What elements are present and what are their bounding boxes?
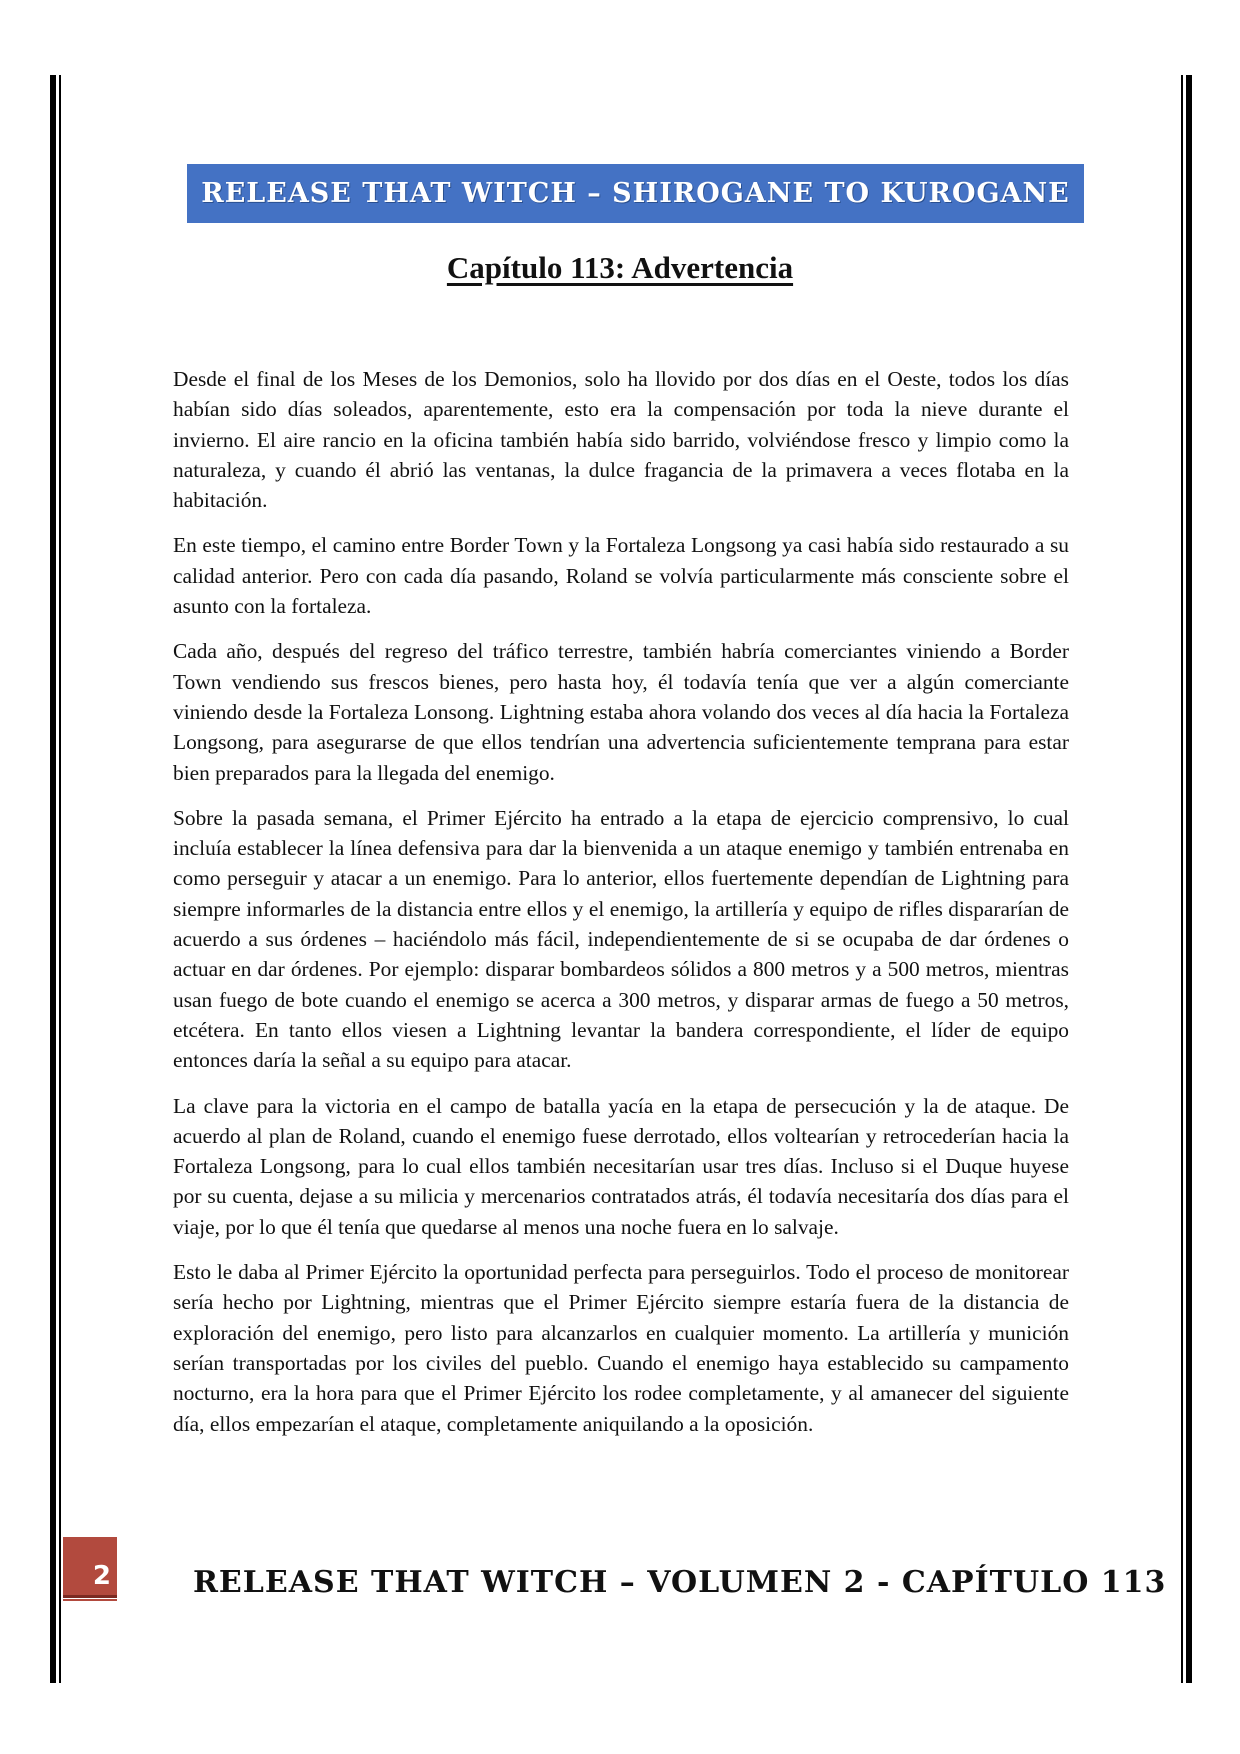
chapter-title: Capítulo 113: Advertencia xyxy=(446,250,794,285)
header-banner-title: RELEASE THAT WITCH – SHIROGANE TO KUROGANE xyxy=(201,178,1070,209)
chapter-body xyxy=(173,364,1069,1454)
paragraph: La clave para la victoria en el campo de batalla yacía en la etapa de persecución y la de ataque. De acuerdo al plan de Roland, cuando el enemigo fuese derrotado, ellos voltearían y retrocederían hacia la Fortaleza Longsong, para lo cual ellos también necesitarían usar tres días. Incluso si el Duque huyese por su cuenta, dejase a su milicia y mercenarios contratados atrás, él todavía necesitaría dos días para el viaje, por lo que él tenía que quedarse al menos una noche fuera en lo salvaje. xyxy=(173,1093,1069,1239)
page-number-rule xyxy=(63,1599,117,1601)
page-number-box xyxy=(63,1537,117,1598)
footer-title: RELEASE THAT WITCH – VOLUMEN 2 - CAPÍTULO 113 xyxy=(193,1565,1167,1600)
paragraph: Sobre la pasada semana, el Primer Ejército ha entrado a la etapa de ejercicio comprensivo, lo cual incluía establecer la línea defensiva para dar la bienvenida a un ataque enemigo y también entrenaba en como perseguir y atacar a un enemigo. Para lo anterior, ellos fuertemente dependían de Lightning para siempre informarles de la distancia entre ellos y el enemigo, la artillería y equipo de rifles dispararían de acuerdo a sus órdenes – haciéndolo más fácil, independientemente de si se ocupaba de dar órdenes o actuar en dar órdenes. Por ejemplo: disparar bombardeos sólidos a 800 metros y a 500 metros, mientras usan fuego de bote cuando el enemigo se acerca a 300 metros, y disparar armas de fuego a 50 metros, etcétera. En tanto ellos viesen a Lightning levantar la bandera correspondiente, el líder de equipo entonces daría la señal a su equipo para atacar. xyxy=(173,805,1069,1073)
page-number: 2 xyxy=(92,1561,111,1591)
paragraph: En este tiempo, el camino entre Border Town y la Fortaleza Longsong ya casi había sido restaurado a su calidad anterior. Pero con cada día pasando, Roland se volvía particularmente más consciente sobre el asunto con la fortaleza. xyxy=(173,533,1069,619)
paragraph: Desde el final de los Meses de los Demonios, solo ha llovido por dos días en el Oeste, todos los días habían sido días soleados, aparentemente, esto era la compensación por toda la nieve durante el invierno. El aire rancio en la oficina también había sido barrido, volviéndose fresco y limpio como la naturaleza, y cuando él abrió las ventanas, la dulce fragancia de la primavera a veces flotaba en la habitación. xyxy=(173,367,1069,513)
left-border-thick xyxy=(50,75,56,1683)
header-banner xyxy=(187,164,1084,223)
right-border-thin xyxy=(1181,75,1183,1683)
right-border-thick xyxy=(1186,75,1192,1683)
left-border-thin xyxy=(59,75,61,1683)
paragraph: Cada año, después del regreso del tráfico terrestre, también habría comerciantes viniendo a Border Town vendiendo sus frescos bienes, pero hasta hoy, él todavía tenía que ver a algún comerciante viniendo desde la Fortaleza Lonsong. Lightning estaba ahora volando dos veces al día hacia la Fortaleza Longsong, para asegurarse de que ellos tendrían una advertencia suficientemente temprana para estar bien preparados para la llegada del enemigo. xyxy=(173,639,1069,785)
paragraph: Esto le daba al Primer Ejército la oportunidad perfecta para perseguirlos. Todo el proceso de monitorear sería hecho por Lightning, mientras que el Primer Ejército siempre estaría fuera de la distancia de exploración del enemigo, pero listo para alcanzarlos en cualquier momento. La artillería y munición serían transportadas por los civiles del pueblo. Cuando el enemigo haya establecido su campamento nocturno, era la hora para que el Primer Ejército los rodee completamente, y al amanecer del siguiente día, ellos empezarían el ataque, completamente aniquilando a la oposición. xyxy=(173,1260,1069,1436)
